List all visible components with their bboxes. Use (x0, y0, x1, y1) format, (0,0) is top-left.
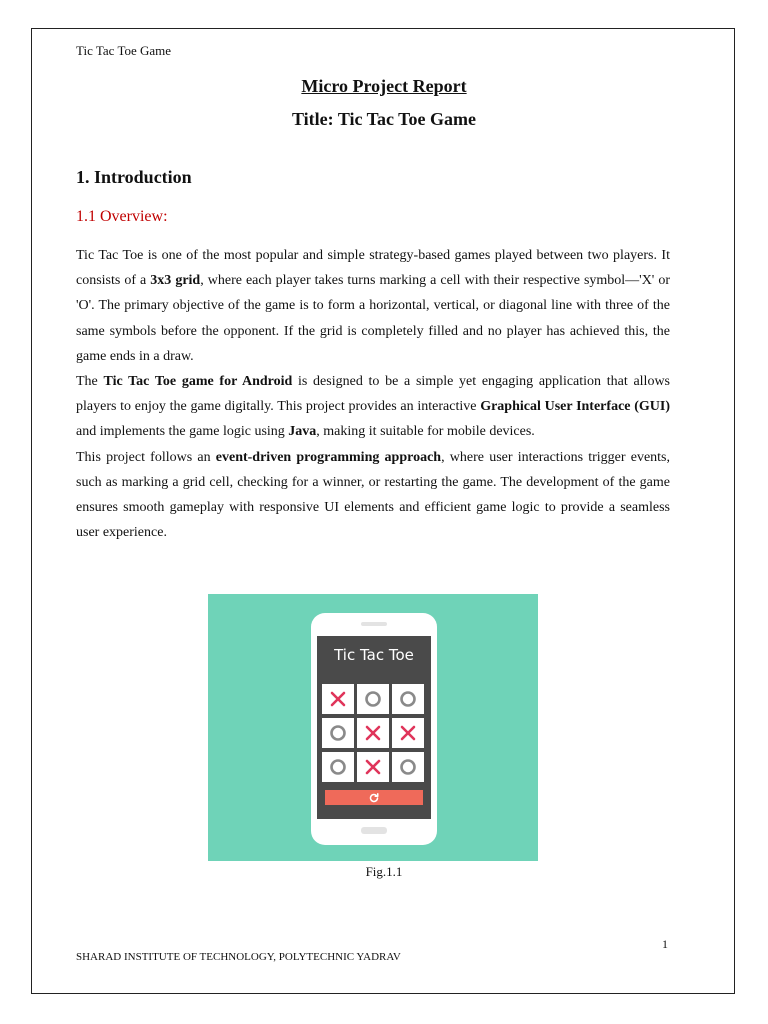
board-cell (392, 752, 424, 782)
text-run: This project follows an (76, 449, 216, 465)
text-run: , where each player takes turns marking a cell with their respective symbol—'X' or 'O'. The primary objective of the game is to form a horizontal, vertical, or diagonal line with three of the same symbols before the opponent. If the grid is completely filled and no player has achieved this, the game ends in a draw. (76, 273, 671, 364)
bold-text: event-driven programming approach (215, 449, 442, 465)
bold-text: Tic Tac Toe game for Android (103, 374, 293, 390)
board-cell (392, 684, 424, 714)
board-cell (357, 684, 389, 714)
running-footer: SHARAD INSTITUTE OF TECHNOLOGY, POLYTECHNIC YADRAV (76, 951, 401, 963)
text-run: and implements the game logic using (76, 424, 289, 440)
running-header: Tic Tac Toe Game (76, 43, 172, 58)
x-mark-icon (398, 723, 418, 743)
o-mark-icon (398, 757, 418, 777)
phone-home-button (361, 827, 387, 834)
o-mark-icon (328, 757, 348, 777)
board-cell (392, 718, 424, 748)
phone-illustration (311, 613, 437, 845)
section-heading: 1. Introduction (76, 167, 192, 187)
phone-speaker (361, 622, 387, 626)
paragraph-3 (76, 445, 670, 546)
text-run: , making it suitable for mobile devices. (316, 424, 535, 440)
figure-image (208, 594, 538, 861)
bold-text: Java (288, 424, 317, 440)
report-heading: Micro Project Report (301, 76, 467, 96)
phone-screen (317, 636, 431, 819)
page-number: 1 (662, 937, 668, 951)
o-mark-icon (328, 723, 348, 743)
game-title: Tic Tac Toe (334, 646, 414, 664)
paragraph-2 (76, 369, 670, 445)
report-title: Title: Tic Tac Toe Game (291, 109, 477, 129)
bold-text: Graphical User Interface (GUI) (480, 399, 670, 415)
game-board (322, 684, 426, 788)
board-cell (322, 718, 354, 748)
restart-bar (325, 790, 423, 805)
paragraph-1 (76, 243, 670, 369)
x-mark-icon (363, 757, 383, 777)
text-run: , where user interactions trigger events, such as marking a grid cell, checking for a winner, or restarting the game. The development of the game ensures smooth gameplay with responsive UI elements and efficient game logic to provide a seamless user experience. (76, 449, 670, 541)
figure-caption: Fig.1.1 (365, 864, 403, 879)
bold-text: 3x3 grid (150, 273, 201, 289)
subsection-heading: 1.1 Overview: (76, 208, 168, 225)
body-text (76, 243, 670, 545)
x-mark-icon (363, 723, 383, 743)
o-mark-icon (398, 689, 418, 709)
refresh-icon (368, 792, 380, 804)
x-mark-icon (328, 689, 348, 709)
text-run: The (76, 374, 104, 390)
board-cell (322, 752, 354, 782)
board-cell (357, 718, 389, 748)
board-cell (357, 752, 389, 782)
text-run: Tic Tac Toe is one of the most popular and simple strategy-based games played between two players. It consists of a (76, 248, 670, 289)
o-mark-icon (363, 689, 383, 709)
board-cell (322, 684, 354, 714)
text-run: is designed to be a simple yet engaging application that allows players to enjoy the game digitally. This project provides an interactive (76, 374, 671, 415)
